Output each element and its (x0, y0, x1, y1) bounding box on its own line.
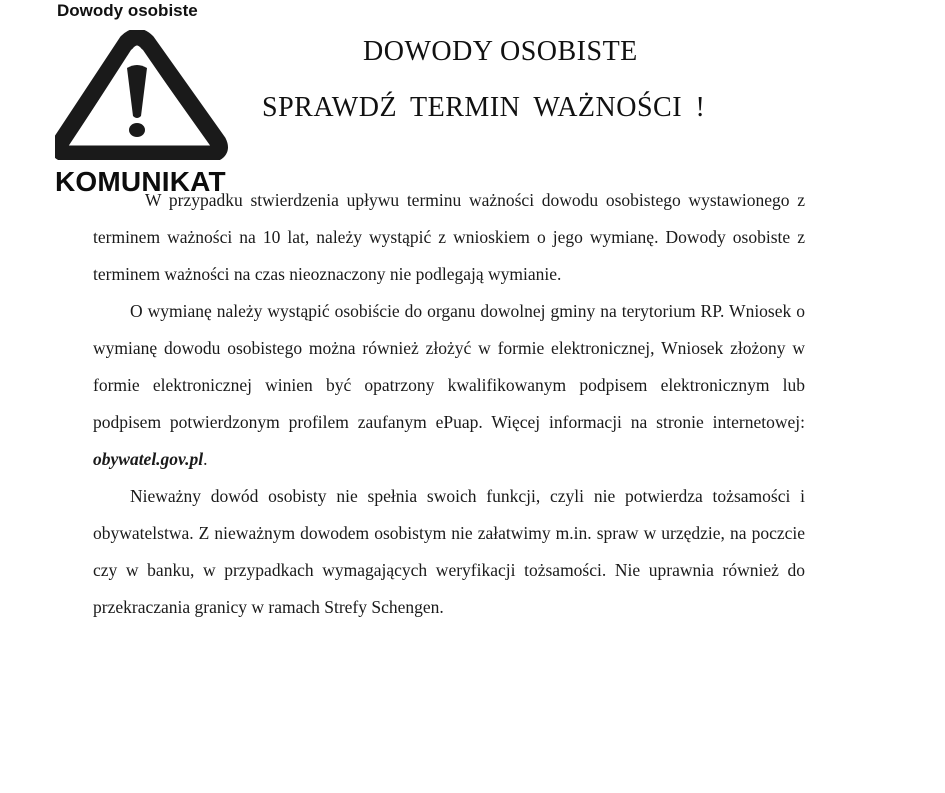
document-body (93, 182, 805, 626)
page-label: Dowody osobiste (57, 1, 198, 20)
paragraph-2-end: . (203, 449, 208, 469)
website-link[interactable]: obywatel.gov.pl (93, 449, 204, 469)
warning-triangle-icon (55, 30, 230, 160)
paragraph-2 (93, 293, 805, 478)
paragraph-3: Nieważny dowód osobisty nie spełnia swoich funkcji, czyli nie potwierdza tożsamości i obywatelstwa. Z nieważnym dowodem osobistym nie załatwimy m.in. spraw w urzędzie, na poczcie czy w banku, w przypadkach wymagających weryfikacji tożsamości. Nie uprawnia również do przekraczania granicy w ramach Strefy Schengen. (93, 486, 805, 617)
paragraph-1: W przypadku stwierdzenia upływu terminu ważności dowodu osobistego wystawionego z terminem ważności na 10 lat, należy wystąpić z wnioskiem o jego wymianę. Dowody osobiste z terminem ważności na czas nieoznaczony nie podlegają wymianie. (93, 190, 805, 284)
komunikat-logo (55, 30, 255, 197)
paragraph-2-text: O wymianę należy wystąpić osobiście do organu dowolnej gminy na terytorium RP. Wniosek o wymianę dowodu osobistego można również złożyć w formie elektronicznej, Wniosek złożony w formie elektronicznej winien być opatrzony kwalifikowanym podpisem elektronicznym lub podpisem potwierdzonym profilem zaufanym ePuap. Więcej informacji na stronie internetowej: (93, 301, 805, 432)
document-title: DOWODY OSOBISTE (363, 36, 638, 67)
document-subtitle: SPRAWDŹ TERMIN WAŻNOŚCI ! (262, 92, 706, 123)
logo-text: KOMUNIKAT (55, 166, 226, 197)
